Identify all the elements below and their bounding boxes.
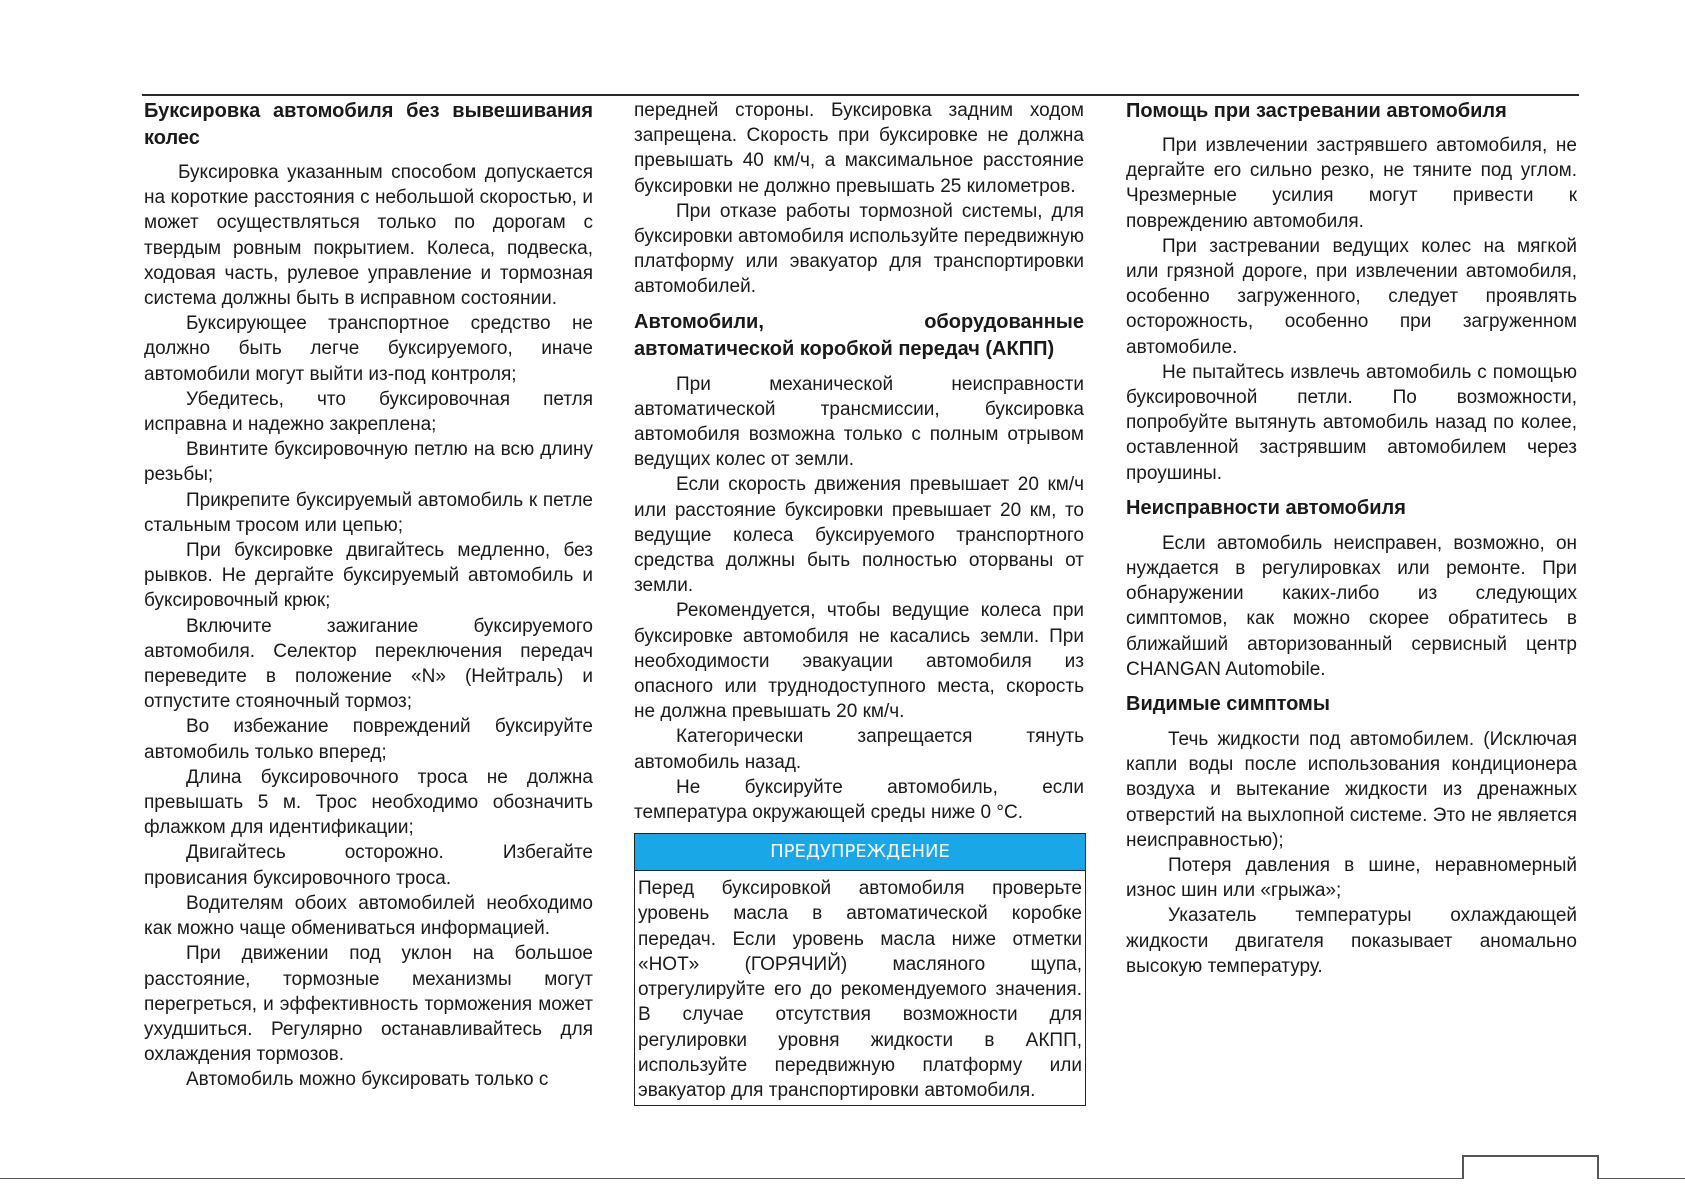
paragraph: При извлечении застрявшего автомобиля, не дергайте его сильно резко, не тяните под углом. Чрезмерные усилия могут привести к повреждению автомобиля.: [1126, 135, 1577, 232]
section-heading-automatic-transmission: Автомобили, оборудованные автоматической коробкой передач (АКПП): [634, 310, 1084, 360]
paragraph: При отказе работы тормозной системы, для буксировки автомобиля используйте передвижную платформу или эвакуатор для транспортировки автомобилей.: [634, 200, 1084, 298]
column-2: [634, 98, 1084, 1106]
paragraph: Длина буксировочного троса не должна превышать 5 м. Трос необходимо обозначить флажком для идентификации;: [144, 766, 593, 839]
bottom-rule: [0, 1178, 1685, 1179]
paragraph: Если скорость движения превышает 20 км/ч или расстояние буксировки превышает 20 км, то ведущие колеса буксируемого транспортного средства должны быть полностью оторваны от земли.: [634, 474, 1084, 597]
section-heading-visible-symptoms: Видимые симптомы: [1126, 693, 1330, 716]
warning-title: ПРЕДУПРЕЖДЕНИЕ: [635, 834, 1085, 871]
paragraph: Во избежание повреждений буксируйте автомобиль только вперед;: [144, 716, 593, 763]
section-heading-vehicle-faults: Неисправности автомобиля: [1126, 496, 1406, 519]
paragraph: Водителям обоих автомобилей необходимо как можно чаще обмениваться информацией.: [144, 892, 593, 940]
paragraph: Указатель температуры охлаждающей жидкости двигателя показывает аномально высокую температуру.: [1126, 905, 1577, 977]
section-heading-towing-without-lifting: Буксировка автомобиля без вывешивания колес: [144, 100, 593, 149]
paragraph: Двигайтесь осторожно. Избегайте провисания буксировочного троса.: [144, 842, 593, 889]
paragraph-continuation: передней стороны. Буксировка задним ходом запрещена. Скорость при буксировке не должна превышать 40 км/ч, а максимальное расстояние буксировки не должно превышать 25 километров.: [634, 100, 1084, 197]
paragraph: При застревании ведущих колес на мягкой или грязной дороге, при извлечении автомобиля, особенно загруженного, следует проявлять осторожность, особенно при загруженном автомобиле.: [1126, 235, 1577, 358]
column-1: [144, 98, 593, 1093]
paragraph: Ввинтите буксировочную петлю на всю длину резьбы;: [144, 439, 593, 486]
paragraph: Потеря давления в шине, неравномерный износ шин или «грыжа»;: [1126, 855, 1577, 902]
paragraph: При движении под уклон на большое расстояние, тормозные механизмы могут перегреться, и эффективность торможения может ухудшиться. Регулярно останавливайтесь для охлаждения тормозов.: [144, 943, 593, 1066]
paragraph: Прикрепите буксируемый автомобиль к петле стальным тросом или цепью;: [144, 489, 593, 536]
paragraph: Буксировка указанным способом допускается на короткие расстояния с небольшой скоростью, и может осуществляться только по дорогам с твердым ровным покрытием. Колеса, подвеска, ходовая часть, рулевое управление и тормозная система должны быть в исправном состоянии.: [144, 162, 593, 310]
paragraph: Буксирующее транспортное средство не должно быть легче буксируемого, иначе автомобили могут выйти из-под контроля;: [144, 313, 593, 385]
section-heading-stuck-vehicle: Помощь при застревании автомобиля: [1126, 100, 1507, 122]
paragraph: При механической неисправности автоматической трансмиссии, буксировка автомобиля возможна только с полным отрывом ведущих колес от земли.: [634, 373, 1084, 471]
paragraph: Если автомобиль неисправен, возможно, он нуждается в регулировках или ремонте. При обнаружении каких-либо из следующих симптомов, как можно скорее обратитесь в ближайший авторизованный сервисный центр CHANGAN Automobile.: [1126, 532, 1577, 680]
top-rule: [142, 94, 1579, 96]
paragraph: При буксировке двигайтесь медленно, без рывков. Не дергайте буксируемый автомобиль и буксировочный крюк;: [144, 540, 593, 612]
column-3: [1126, 98, 1577, 979]
paragraph: Рекомендуется, чтобы ведущие колеса при буксировке автомобиля не касались земли. При необходимости эвакуации автомобиля из опасного или труднодоступного места, скорость не должна превышать 20 км/ч.: [634, 600, 1084, 723]
paragraph: Включите зажигание буксируемого автомобиля. Селектор переключения передач переведите в положение «N» (Нейтраль) и отпустите стояночный тормоз;: [144, 615, 593, 713]
warning-box: [634, 833, 1086, 1106]
paragraph: Не буксируйте автомобиль, если температура окружающей среды ниже 0 °C.: [634, 776, 1084, 824]
paragraph: Категорически запрещается тянуть автомобиль назад.: [634, 726, 1084, 773]
paragraph: Убедитесь, что буксировочная петля исправна и надежно закреплена;: [144, 388, 593, 436]
paragraph: Автомобиль можно буксировать только с: [186, 1069, 549, 1091]
warning-body: Перед буксировкой автомобиля проверьте уровень масла в автоматической коробке передач. Если уровень масла ниже отметки «HOT» (ГОРЯЧИЙ) масляного щупа, отрегулируйте его до рекомендуемого значения. В случае отсутствия возможности для регулировки уровня жидкости в АКПП, используйте передвижную платформу или эвакуатор для транспортировки автомобиля.: [638, 878, 1082, 1101]
paragraph: Течь жидкости под автомобилем. (Исключая капли воды после использования кондиционера воздуха и вытекание жидкости из дренажных отверстий на выхлопной системе. Это не является неисправностью);: [1126, 729, 1577, 851]
page-number-tab: [1462, 1155, 1599, 1179]
paragraph: Не пытайтесь извлечь автомобиль с помощью буксировочной петли. По возможности, попробуйте вытянуть автомобиль назад по колее, оставленной застрявшим автомобилем через проушины.: [1126, 361, 1577, 484]
